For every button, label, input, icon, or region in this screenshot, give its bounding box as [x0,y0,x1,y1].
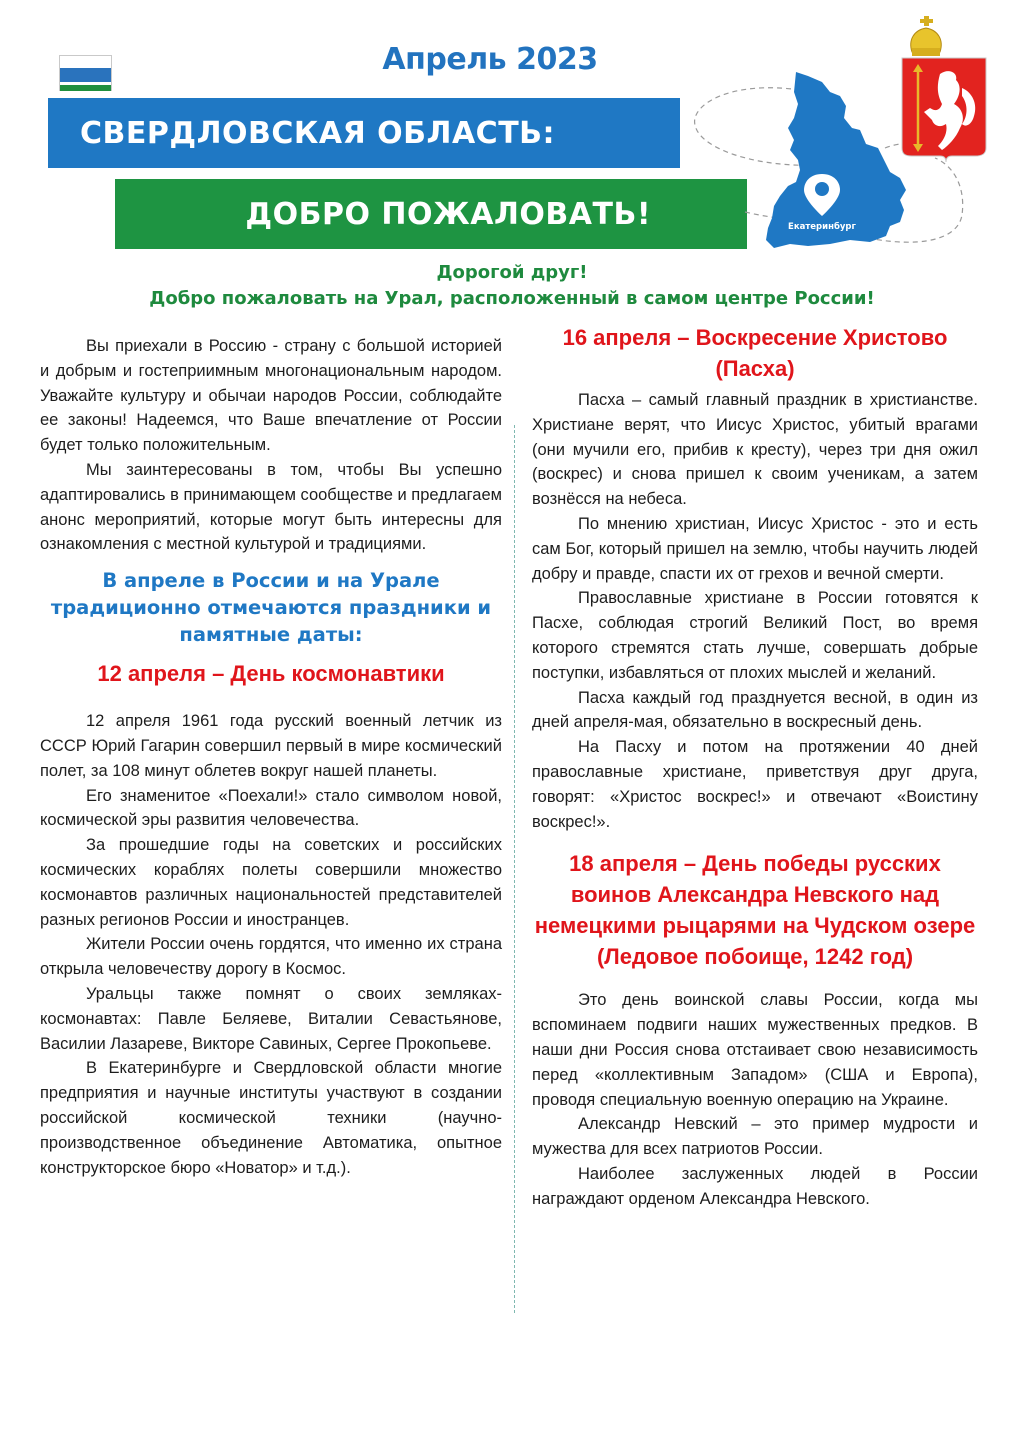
column-divider [514,425,515,1313]
event-title-cosmonautics: 12 апреля – День космонавтики [97,661,445,687]
intro-paragraph: Мы заинтересованы в том, чтобы Вы успешно адаптировались в принимающем сообществе и предлагаем анонс мероприятий, которые могут быть интересны для ознакомления с местной культурой и традициями. [40,460,502,554]
title-banner-welcome [115,179,747,249]
intro-paragraph: Вы приехали в Россию - страну с большой историей и добрым и гостеприимным многонациональным народом. Уважайте культуру и обычаи народов России, соблюдайте ее законы! Надеемся, что Ваше впечатление от России будет только положительным. [40,337,502,455]
title-banner-region [48,98,680,168]
greeting [30,260,994,312]
event-paragraph: Наиболее заслуженных людей в России награждают орденом Александра Невского. [532,1164,978,1208]
sverdlovsk-flag-icon [59,55,112,91]
left-column [40,334,502,1180]
greeting-line-2: Добро пожаловать на Урал, расположенный в самом центре России! [149,288,875,309]
event-paragraph: Жители России очень гордятся, что именно их страна открыла человечеству дорогу в Космос. [40,935,502,979]
event-paragraph: Пасха каждый год празднуется весной, в один из дней апреля-мая, обязательно в воскресный день. [532,688,978,732]
event-paragraph: Александр Невский – это пример мудрости и мужества для всех патриотов России. [532,1115,978,1159]
right-column [532,322,978,1212]
event-paragraph: Уральцы также помнят о своих земляках-космонавтах: Павле Беляеве, Виталии Севастьянове, Василии Лазареве, Викторе Савиных, Сергее Прокопьеве. [40,984,502,1053]
greeting-line-1: Дорогой друг! [436,262,588,283]
event-paragraph: На Пасху и потом на протяжении 40 дней православные христиане, приветствуя друг друга, говорят: «Христос воскрес!» и отвечают «Воистину воскрес!». [532,738,978,831]
title-line-2: ДОБРО ПОЖАЛОВАТЬ! [245,196,651,232]
event-paragraph: Православные христиане в России готовятся к Пасхе, соблюдая строгий Великий Пост, во время которого стремятся стать лучше, совершать добрые поступки, избавляться от плохих мыслей и желаний. [532,589,978,682]
section-heading: В апреле в России и на Урале традиционно отмечаются праздники и памятные даты: [50,569,492,647]
title-line-1: СВЕРДЛОВСКАЯ ОБЛАСТЬ: [80,115,556,151]
event-paragraph: Его знаменитое «Поехали!» стало символом новой, космической эры развития человечества. [40,786,502,830]
event-paragraph: За прошедшие годы на советских и российских космических кораблях полеты совершили множество космонавтов различных национальностей представителей разных регионов России и иностранцев. [40,836,502,929]
issue-month: Апрель 2023 [382,42,598,77]
event-paragraph: Пасха – самый главный праздник в христианстве. Христиане верят, что Иисус Христос, убитый врагами (они мучили его, прибив к кресту), через три дня ожил (воскрес) и снова пришел к своим ученикам, а затем вознёсся на небеса. [532,391,978,509]
event-paragraph: 12 апреля 1961 года русский военный летчик из СССР Юрий Гагарин совершил первый в мире космический полет, за 108 минут облетев вокруг нашей планеты. [40,712,502,780]
event-paragraph: Это день воинской славы России, когда мы вспоминаем подвиги наших мужественных предков. В наши дни Россия снова отстаивает свою независимость перед «коллективным Западом» (США и Европа), проводя специальную военную операцию на Украине. [532,991,978,1109]
event-paragraph: По мнению христиан, Иисус Христос - это и есть сам Бог, который пришел на землю, чтобы научить людей добру и правде, спасти их от грехов и вечной смерти. [532,514,978,583]
coat-of-arms-icon [902,16,986,162]
event-title-nevsky: 18 апреля – День победы русских воинов Александра Невского над немецкими рыцарями на Чудском озере (Ледовое побоище, 1242 год) [534,851,976,970]
event-paragraph: В Екатеринбурге и Свердловской области многие предприятия и научные институты участвуют в создании российской космической техники (научно-производственное объединение Автоматика, опытное конструкторское бюро «Новатор» и т.д.). [40,1059,502,1177]
event-title-easter: 16 апреля – Воскресение Христово (Пасха) [562,325,948,381]
header-illustration [690,0,1024,270]
map-city-label: Екатеринбург [788,222,856,232]
